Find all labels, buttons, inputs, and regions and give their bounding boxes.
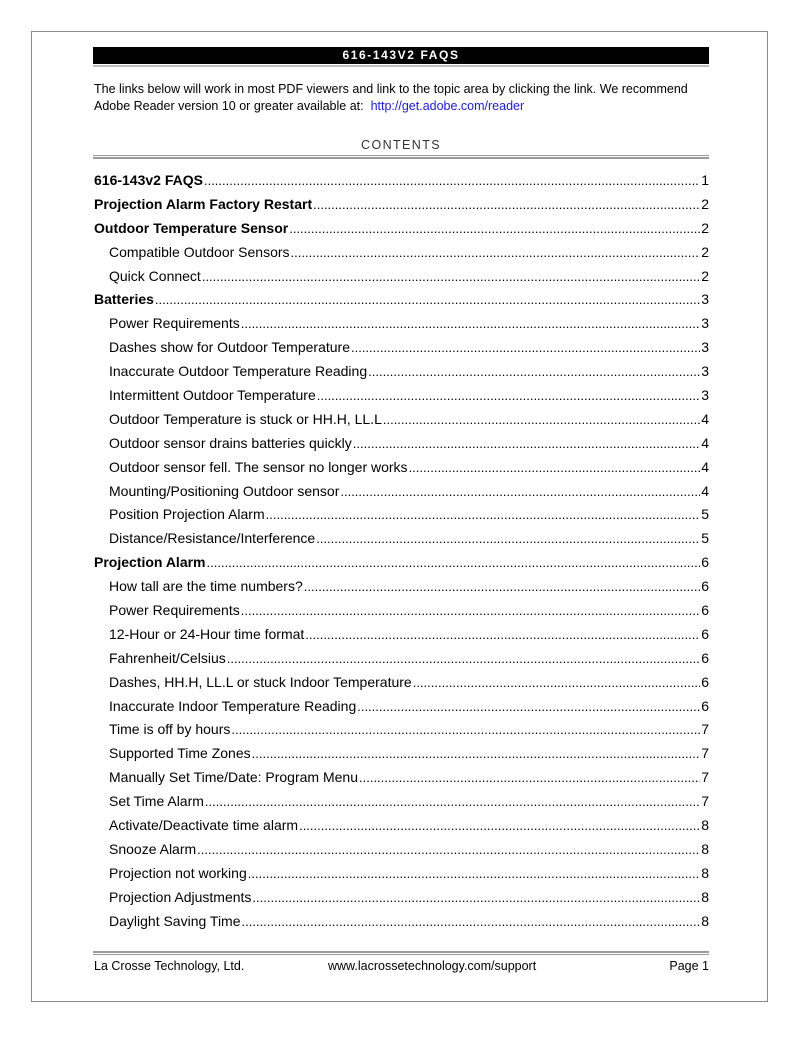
toc-leader-dots <box>204 173 700 188</box>
toc-entry[interactable] <box>94 865 709 889</box>
toc-entry-title: Power Requirements <box>109 315 240 332</box>
toc-leader-dots <box>316 531 700 546</box>
toc-leader-dots <box>317 388 700 403</box>
toc-entry-title: Power Requirements <box>109 602 240 619</box>
toc-entry[interactable] <box>94 530 709 554</box>
toc-leader-dots <box>231 722 700 737</box>
toc-entry-title: Outdoor sensor drains batteries quickly <box>109 434 352 451</box>
toc-entry-page: 2 <box>701 219 709 236</box>
toc-leader-dots <box>409 460 701 475</box>
footer-page-number: Page 1 <box>669 959 709 973</box>
toc-entry-title: How tall are the time numbers? <box>109 578 303 595</box>
adobe-reader-link[interactable]: http://get.adobe.com/reader <box>370 99 525 113</box>
toc-entry-page: 7 <box>701 745 709 762</box>
toc-leader-dots <box>299 818 700 833</box>
toc-leader-dots <box>197 842 700 857</box>
toc-leader-dots <box>291 245 701 260</box>
toc-entry-page: 8 <box>701 888 709 905</box>
toc-entry-title: Time is off by hours <box>109 721 231 738</box>
toc-entry-title: Set Time Alarm <box>109 793 204 810</box>
toc-entry-page: 6 <box>701 649 709 666</box>
toc-entry[interactable] <box>94 435 709 459</box>
toc-entry[interactable] <box>94 721 709 745</box>
toc-entry[interactable] <box>94 769 709 793</box>
toc-entry-page: 7 <box>701 769 709 786</box>
toc-leader-dots <box>248 866 700 881</box>
toc-entry-title: Dashes show for Outdoor Temperature <box>109 339 350 356</box>
toc-entry-title: Outdoor Temperature is stuck or HH.H, LL.L <box>109 410 382 427</box>
toc-entry-title: Fahrenheit/Celsius <box>109 649 226 666</box>
toc-entry[interactable] <box>94 483 709 507</box>
toc-entry-title: 616-143v2 FAQS <box>94 172 203 188</box>
toc-entry-title: Mounting/Positioning Outdoor sensor <box>109 482 340 499</box>
intro-text: The links below will work in most PDF viewers and link to the topic area by clicking the link. We recommend Adobe Reader version 10 or greater available at: <box>94 82 688 113</box>
toc-entry[interactable] <box>94 363 709 387</box>
toc-entry-page: 4 <box>701 458 709 475</box>
toc-entry-title: Batteries <box>94 291 154 308</box>
toc-leader-dots <box>266 507 701 522</box>
toc-leader-dots <box>357 699 700 714</box>
toc-leader-dots <box>252 746 701 761</box>
toc-leader-dots <box>289 221 700 236</box>
toc-entry[interactable] <box>94 913 709 937</box>
toc-entry[interactable] <box>94 745 709 769</box>
toc-entry-title: Manually Set Time/Date: Program Menu <box>109 769 358 786</box>
toc-entry-page: 5 <box>701 530 709 547</box>
toc-entry[interactable] <box>94 196 709 220</box>
toc-leader-dots <box>241 316 700 331</box>
toc-leader-dots <box>241 603 700 618</box>
toc-entry-title: 12-Hour or 24-Hour time format <box>109 625 305 642</box>
toc-entry[interactable] <box>94 674 709 698</box>
toc-entry[interactable] <box>94 698 709 722</box>
toc-leader-dots <box>207 555 701 570</box>
toc-entry[interactable] <box>94 220 709 244</box>
toc-entry-title: Quick Connect <box>109 267 201 284</box>
toc-entry[interactable] <box>94 339 709 363</box>
toc-entry[interactable] <box>94 817 709 841</box>
intro-paragraph <box>94 81 714 115</box>
toc-entry-page: 3 <box>701 339 709 356</box>
toc-entry-title: Projection Alarm Factory Restart <box>94 195 313 212</box>
toc-leader-dots <box>413 675 701 690</box>
toc-entry-page: 6 <box>701 602 709 619</box>
footer-company: La Crosse Technology, Ltd. <box>94 959 245 973</box>
toc-entry[interactable] <box>94 506 709 530</box>
toc-leader-dots <box>304 579 700 594</box>
toc-entry[interactable] <box>94 793 709 817</box>
toc-leader-dots <box>252 890 700 905</box>
toc-entry-title: Daylight Saving Time <box>109 912 241 929</box>
footer-website: www.lacrossetechnology.com/support <box>328 959 537 973</box>
toc-entry-title: Intermittent Outdoor Temperature <box>109 387 316 404</box>
toc-leader-dots <box>368 364 700 379</box>
toc-leader-dots <box>313 197 700 212</box>
toc-entry-page: 2 <box>701 195 709 212</box>
toc-entry[interactable] <box>94 387 709 411</box>
toc-entry[interactable] <box>94 244 709 268</box>
toc-entry-title: Compatible Outdoor Sensors <box>109 243 290 260</box>
toc-entry-page: 1 <box>701 172 709 188</box>
toc-entry[interactable] <box>94 268 709 292</box>
toc-entry[interactable] <box>94 554 709 578</box>
toc-entry[interactable] <box>94 841 709 865</box>
toc-leader-dots <box>305 627 700 642</box>
toc-leader-dots <box>359 770 700 785</box>
toc-entry-page: 8 <box>701 912 709 929</box>
toc-entry-title: Supported Time Zones <box>109 745 251 762</box>
toc-leader-dots <box>340 484 700 499</box>
toc-entry-page: 7 <box>701 721 709 738</box>
toc-entry-page: 3 <box>701 315 709 332</box>
toc-entry-title: Projection not working <box>109 864 247 881</box>
toc-leader-dots <box>227 651 700 666</box>
toc-entry-page: 4 <box>701 482 709 499</box>
toc-entry-page: 7 <box>701 793 709 810</box>
toc-entry[interactable] <box>94 626 709 650</box>
toc-entry-page: 4 <box>701 434 709 451</box>
toc-entry-page: 3 <box>701 363 709 380</box>
toc-entry-page: 3 <box>701 291 709 308</box>
toc-entry-page: 2 <box>701 243 709 260</box>
toc-entry-page: 2 <box>701 267 709 284</box>
toc-entry[interactable] <box>94 315 709 339</box>
toc-entry[interactable] <box>94 411 709 435</box>
toc-entry-page: 8 <box>701 864 709 881</box>
toc-entry[interactable] <box>94 172 709 196</box>
contents-top-rule <box>93 155 709 159</box>
toc-entry-page: 6 <box>701 554 709 571</box>
toc-leader-dots <box>155 292 700 307</box>
toc-entry-page: 6 <box>701 625 709 642</box>
document-title: 616-143V2 FAQS <box>93 47 709 64</box>
toc-leader-dots <box>205 794 700 809</box>
toc-entry-title: Activate/Deactivate time alarm <box>109 817 299 834</box>
toc-entry-page: 5 <box>701 506 709 523</box>
toc-entry-title: Position Projection Alarm <box>109 506 265 523</box>
table-of-contents <box>94 172 709 937</box>
contents-heading: CONTENTS <box>361 138 441 152</box>
toc-entry-title: Outdoor Temperature Sensor <box>94 219 289 236</box>
toc-entry-title: Outdoor sensor fell. The sensor no longer works <box>109 458 408 475</box>
toc-entry[interactable] <box>94 650 709 674</box>
toc-leader-dots <box>202 269 700 284</box>
toc-entry[interactable] <box>94 459 709 483</box>
toc-entry[interactable] <box>94 291 709 315</box>
toc-entry-title: Snooze Alarm <box>109 840 197 857</box>
toc-leader-dots <box>242 914 701 929</box>
toc-entry-page: 6 <box>701 697 709 714</box>
toc-entry-page: 8 <box>701 840 709 857</box>
toc-entry-title: Projection Alarm <box>94 554 206 571</box>
toc-entry-title: Inaccurate Outdoor Temperature Reading <box>109 363 368 380</box>
toc-entry-page: 3 <box>701 387 709 404</box>
toc-entry-title: Dashes, HH.H, LL.L or stuck Indoor Temperature <box>109 673 412 690</box>
toc-entry[interactable] <box>94 578 709 602</box>
toc-leader-dots <box>353 436 700 451</box>
toc-entry-page: 6 <box>701 673 709 690</box>
toc-leader-dots <box>351 340 700 355</box>
toc-entry-page: 6 <box>701 578 709 595</box>
toc-leader-dots <box>383 412 700 427</box>
toc-entry-page: 4 <box>701 410 709 427</box>
toc-entry-page: 8 <box>701 817 709 834</box>
toc-entry[interactable] <box>94 602 709 626</box>
toc-entry-title: Inaccurate Indoor Temperature Reading <box>109 697 357 714</box>
title-underline <box>93 65 709 67</box>
toc-entry-title: Projection Adjustments <box>109 888 252 905</box>
toc-entry-title: Distance/Resistance/Interference <box>109 530 316 547</box>
toc-entry[interactable] <box>94 889 709 913</box>
footer-rule <box>93 951 709 955</box>
